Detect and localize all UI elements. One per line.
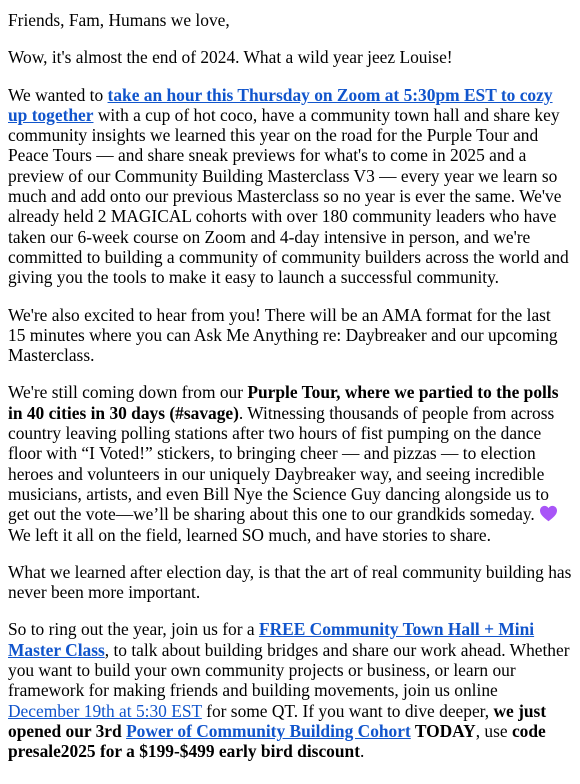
learned-text: What we learned after election day, is that the art of real community building has never been more important. bbox=[8, 561, 572, 603]
zoom-text-1: We wanted to bbox=[8, 84, 108, 105]
purple-heart-icon bbox=[539, 505, 558, 522]
paragraph-zoom bbox=[8, 85, 572, 288]
intro-text: Wow, it's almost the end of 2024. What a wild year jeez Louise! bbox=[8, 47, 453, 68]
paragraph-intro bbox=[8, 47, 572, 67]
paragraph-ama bbox=[8, 305, 572, 366]
town-hall-text-1: So to ring out the year, join us for a bbox=[8, 619, 259, 640]
paragraph-learned bbox=[8, 562, 572, 603]
town-hall-text-3: for some QT. If you want to dive deeper, bbox=[201, 700, 494, 721]
date-link[interactable]: December 19th at 5:30 EST bbox=[8, 700, 202, 721]
purple-tour-text-3: We left it all on the field, learned SO much, and have stories to share. bbox=[8, 524, 491, 545]
purple-tour-text-2: . Witnessing thousands of people from across country leaving polling stations after two hours of fist pumping on the dance floor with “I Voted!” stickers, to bringing cheer — and pizzas — to election heroes and volunteers in our uniquely Daybreaker way, and seeing incredible musicians, artists, and even Bill Nye the Science Guy dancing alongside us to get out the vote—we’ll be sharing about this one to our grandkids someday. bbox=[8, 402, 555, 525]
promo-code-bold: code presale2025 for a $199-$499 early bird discount bbox=[8, 720, 546, 762]
greeting bbox=[8, 10, 572, 30]
greeting-text: Friends, Fam, Humans we love, bbox=[8, 10, 230, 30]
cohort-bold-2: TODAY bbox=[410, 720, 476, 741]
town-hall-text-2: , to talk about building bridges and share our work ahead. Whether you want to build your own community projects or business, or learn our framework for making friends and building movements, join us online bbox=[8, 639, 570, 701]
purple-tour-bold: Purple Tour, where we partied to the polls in 40 cities in 30 days (#savage) bbox=[8, 382, 559, 423]
zoom-text-2: with a cup of hot coco, have a community town hall and share key community insights we learned this year on the road for the Purple Tour and Peace Tours — and share sneak previews for what's to come in 2025 and a preview of our Community Building Masterclass V3 — every year we learn so much and add onto our previous Masterclass so no year is ever the same. We've already held 2 MAGICAL cohorts with over 180 community leaders who have taken our 6-week course on Zoom and 4-day intensive in person, and we're committed to building a community of community builders across the world and giving you the tools to make it easy to launch a successful community. bbox=[8, 104, 569, 288]
cohort-bold-1: we just opened our 3rd bbox=[8, 700, 547, 741]
purple-tour-text-1: We're still coming down from our bbox=[8, 382, 248, 403]
cohort-link[interactable]: Power of Community Building Cohort bbox=[126, 720, 411, 741]
town-hall-link[interactable]: FREE Community Town Hall + Mini Master Class bbox=[8, 619, 535, 660]
paragraph-town-hall bbox=[8, 619, 572, 761]
town-hall-text-4: , use bbox=[475, 720, 512, 741]
town-hall-text-5: . bbox=[360, 741, 365, 762]
paragraph-purple-tour bbox=[8, 382, 572, 544]
ama-text: We're also excited to hear from you! There will be an AMA format for the last 15 minutes where you can Ask Me Anything re: Daybreaker and our upcoming Masterclass. bbox=[8, 304, 558, 366]
zoom-link[interactable]: take an hour this Thursday on Zoom at 5:30pm EST to cozy up together bbox=[8, 84, 553, 125]
email-body bbox=[0, 10, 580, 762]
